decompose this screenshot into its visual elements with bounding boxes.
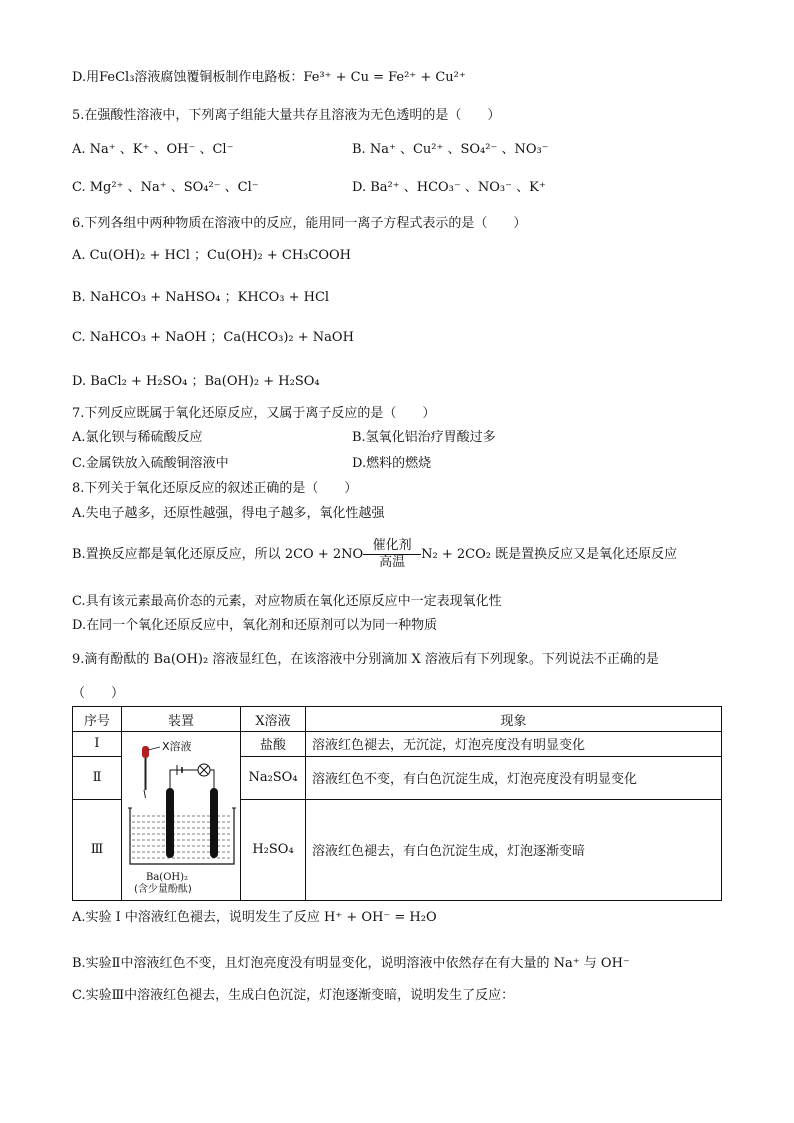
- solution-note: (含少量酚酞): [134, 884, 192, 895]
- table-header-row: [73, 707, 722, 732]
- option-8a: A.失电子越多，还原性越强，得电子越多，氧化性越强: [72, 506, 385, 521]
- electrode-right: [210, 788, 218, 858]
- option-6b: B. NaHCO₃ + NaHSO₄ ；KHCO₃ + HCl: [72, 290, 330, 305]
- row-x: Na₂SO₄: [241, 756, 306, 799]
- row-phenomenon: 溶液红色褪去，有白色沉淀生成，灯泡逐渐变暗: [306, 799, 722, 900]
- option-7b: B.氢氧化铝治疗胃酸过多: [352, 430, 496, 445]
- table-row: [73, 732, 722, 757]
- option-8b-pre: B.置换反应都是氧化还原反应，所以 2CO + 2NO: [72, 547, 364, 562]
- question-5: 5.在强酸性溶液中，下列离子组能大量共存且溶液为无色透明的是（ ）: [72, 108, 501, 123]
- solution-label: Ba(OH)₂: [146, 872, 189, 883]
- option-7d: D.燃料的燃烧: [352, 456, 432, 471]
- row-no: I: [73, 732, 122, 757]
- option-8d: D.在同一个氧化还原反应中，氧化剂和还原剂可以为同一种物质: [72, 618, 438, 633]
- option-6c: C. NaHCO₃ + NaOH ；Ca(HCO₃)₂ + NaOH: [72, 330, 354, 345]
- reaction-condition: [365, 538, 419, 571]
- option-6a: A. Cu(OH)₂ + HCl ；Cu(OH)₂ + CH₃COOH: [72, 248, 351, 263]
- header-x: X溶液: [241, 707, 306, 732]
- option-5c: C. Mg²⁺ 、Na⁺ 、SO₄²⁻ 、Cl⁻: [72, 180, 259, 195]
- question-9-paren: （ ）: [72, 686, 125, 701]
- row-phenomenon: 溶液红色褪去，无沉淀，灯泡亮度没有明显变化: [306, 732, 722, 757]
- row-no: Ⅲ: [73, 799, 122, 900]
- option-5b: B. Na⁺ 、Cu²⁺ 、SO₄²⁻ 、NO₃⁻: [352, 142, 549, 157]
- row-no: Ⅱ: [73, 756, 122, 799]
- option-7a: A.氯化钡与稀硫酸反应: [72, 430, 203, 445]
- apparatus-diagram: [122, 732, 240, 896]
- option-5a: A. Na⁺ 、K⁺ 、OH⁻ 、Cl⁻: [72, 142, 234, 157]
- question-6: 6.下列各组中两种物质在溶液中的反应，能用同一离子方程式表示的是（ ）: [72, 216, 527, 231]
- option-8b: [72, 532, 677, 578]
- high-temp-label: 高温: [379, 555, 406, 570]
- option-9a: A.实验 I 中溶液红色褪去，说明发生了反应 H⁺ + OH⁻ = H₂O: [72, 910, 437, 925]
- option-7c: C.金属铁放入硫酸铜溶液中: [72, 456, 229, 471]
- header-apparatus: 装置: [122, 707, 241, 732]
- apparatus-cell: [122, 732, 241, 901]
- option-8b-post: N₂ + 2CO₂ 既是置换反应又是氧化还原反应: [421, 547, 678, 562]
- option-8c: C.具有该元素最高价态的元素，对应物质在氧化还原反应中一定表现氧化性: [72, 594, 502, 609]
- row-x: 盐酸: [241, 732, 306, 757]
- question-9: 9.滴有酚酞的 Ba(OH)₂ 溶液显红色，在该溶液中分别滴加 X 溶液后有下列现象。下列说法不正确的是: [72, 652, 659, 667]
- option-9c: C.实验Ⅲ中溶液红色褪去，生成白色沉淀，灯泡逐渐变暗，说明发生了反应：: [72, 988, 515, 1003]
- catalyst-label: 催化剂: [372, 538, 412, 553]
- experiment-table: [72, 706, 722, 901]
- question-8: 8.下列关于氧化还原反应的叙述正确的是（ ）: [72, 481, 358, 496]
- question-7: 7.下列反应既属于氧化还原反应，又属于离子反应的是（ ）: [72, 406, 436, 421]
- header-phenomenon: 现象: [306, 707, 722, 732]
- electrode-left: [166, 788, 174, 858]
- row-phenomenon: 溶液红色不变，有白色沉淀生成，灯泡亮度没有明显变化: [306, 756, 722, 799]
- header-no: 序号: [73, 707, 122, 732]
- row-x: H₂SO₄: [241, 799, 306, 900]
- option-4d: D.用FeCl₃溶液腐蚀覆铜板制作电路板：Fe³⁺ + Cu = Fe²⁺ + Cu²⁺: [72, 70, 466, 85]
- option-9b: B.实验Ⅱ中溶液红色不变，且灯泡亮度没有明显变化，说明溶液中依然存在有大量的 Na⁺ 与 OH⁻: [72, 956, 630, 971]
- x-solution-label: X溶液: [162, 740, 192, 753]
- option-6d: D. BaCl₂ + H₂SO₄ ；Ba(OH)₂ + H₂SO₄: [72, 374, 320, 389]
- option-5d: D. Ba²⁺ 、HCO₃⁻ 、NO₃⁻ 、K⁺: [352, 180, 546, 195]
